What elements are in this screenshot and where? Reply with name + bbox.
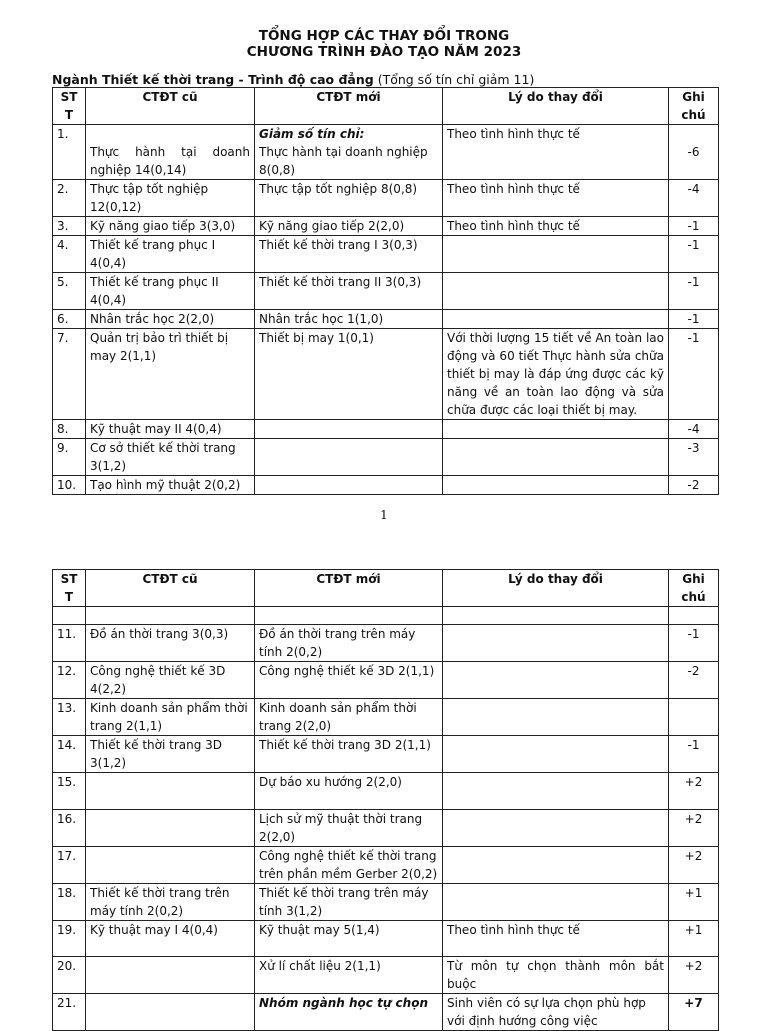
cell-old-program xyxy=(86,736,255,773)
table-header-row xyxy=(53,88,719,125)
program-subtitle xyxy=(52,72,534,87)
new-course: Thiết kế thời trang 3D 2(1,1) xyxy=(259,738,431,752)
old-course: Quản trị bảo trì thiết bị may 2(1,1) xyxy=(90,331,229,363)
cell-note xyxy=(669,662,719,699)
cell-new-program xyxy=(255,329,443,420)
cell-note xyxy=(669,921,719,957)
table-row xyxy=(53,847,719,884)
credit-change: -2 xyxy=(687,664,700,678)
cell-old-program xyxy=(86,310,255,329)
credit-summary: (Tổng số tín chỉ giảm 11) xyxy=(373,72,535,87)
new-course-heading: Nhóm ngành học tự chọn xyxy=(259,996,428,1010)
cell-note xyxy=(669,736,719,773)
row-number: 4. xyxy=(57,238,69,252)
cell-reason xyxy=(443,662,669,699)
document-title-line1: TỔNG HỢP CÁC THAY ĐỔI TRONG xyxy=(258,28,510,44)
header-stt: ST T xyxy=(53,88,86,125)
row-number: 7. xyxy=(57,331,69,345)
cell-old-program xyxy=(86,476,255,495)
credit-change: +1 xyxy=(684,886,703,900)
cell-note xyxy=(669,273,719,310)
row-number: 8. xyxy=(57,422,69,436)
cell-old-program xyxy=(86,699,255,736)
cell-old-program xyxy=(86,236,255,273)
row-number: 2. xyxy=(57,182,69,196)
cell-stt xyxy=(53,699,86,736)
old-course: Kinh doanh sản phẩm thời trang 2(1,1) xyxy=(90,701,248,733)
cell-new-program xyxy=(255,217,443,236)
cell-stt xyxy=(53,773,86,810)
table-row xyxy=(53,420,719,439)
row-number: 18. xyxy=(57,886,77,900)
cell-reason xyxy=(443,310,669,329)
table-row xyxy=(53,439,719,476)
cell-reason xyxy=(443,884,669,921)
row-number: 6. xyxy=(57,312,69,326)
credit-change: +1 xyxy=(684,923,703,937)
cell-new-program xyxy=(255,884,443,921)
table-row xyxy=(53,957,719,994)
old-course: Thiết kế trang phục I 4(0,4) xyxy=(90,238,216,270)
cell-reason xyxy=(443,273,669,310)
table-row xyxy=(53,236,719,273)
table-row xyxy=(53,699,719,736)
change-reason: Sinh viên có sự lựa chọn phù hợp với định hướng công việc xyxy=(447,996,646,1028)
cell-stt xyxy=(53,439,86,476)
row-number: 16. xyxy=(57,812,77,826)
cell-stt xyxy=(53,180,86,217)
cell-stt xyxy=(53,921,86,957)
cell-old-program xyxy=(86,921,255,957)
credit-change: +2 xyxy=(684,849,703,863)
credit-change: -2 xyxy=(687,478,700,492)
row-number: 11. xyxy=(57,627,77,641)
cell-old-program xyxy=(86,847,255,884)
cell-note xyxy=(669,607,719,625)
new-course: Đồ án thời trang trên máy tính 2(0,2) xyxy=(259,627,416,659)
cell-stt xyxy=(53,625,86,662)
cell-note xyxy=(669,310,719,329)
table-row xyxy=(53,607,719,625)
new-course: Thiết kế thời trang I 3(0,3) xyxy=(259,238,418,252)
header-new-program: CTĐT mới xyxy=(255,88,443,125)
change-reason: Theo tình hình thực tế xyxy=(447,219,580,233)
change-reason: Từ môn tự chọn thành môn bắt buộc xyxy=(447,959,664,991)
cell-stt xyxy=(53,476,86,495)
header-reason: Lý do thay đổi xyxy=(443,570,669,607)
row-number: 1. xyxy=(57,127,69,141)
cell-stt xyxy=(53,310,86,329)
cell-old-program xyxy=(86,217,255,236)
change-reason: Với thời lượng 15 tiết về An toàn lao động và 60 tiết Thực hành sửa chữa thiết bị may là đáp ứng được các kỹ năng về an toàn lao động và sửa chữa được các loại thiết bị may. xyxy=(447,331,664,417)
credit-change: -1 xyxy=(687,219,700,233)
header-note: Ghi chú xyxy=(669,570,719,607)
cell-new-program xyxy=(255,847,443,884)
old-course: Tạo hình mỹ thuật 2(0,2) xyxy=(90,478,241,492)
cell-note xyxy=(669,699,719,736)
table-row xyxy=(53,773,719,810)
cell-reason xyxy=(443,773,669,810)
credit-change: +2 xyxy=(684,959,703,973)
new-course: Thiết kế thời trang trên máy tính 3(1,2) xyxy=(259,886,429,918)
cell-stt xyxy=(53,273,86,310)
cell-reason xyxy=(443,699,669,736)
table-row xyxy=(53,329,719,420)
cell-note xyxy=(669,236,719,273)
row-number: 14. xyxy=(57,738,77,752)
cell-new-program xyxy=(255,310,443,329)
row-number: 15. xyxy=(57,775,77,789)
cell-stt xyxy=(53,994,86,1031)
credit-change: -6 xyxy=(687,145,700,159)
credit-change: -3 xyxy=(687,441,700,455)
cell-new-program xyxy=(255,921,443,957)
table-row xyxy=(53,180,719,217)
cell-old-program xyxy=(86,994,255,1031)
cell-reason xyxy=(443,420,669,439)
new-course: Công nghệ thiết kế thời trang trên phần mềm Gerber 2(0,2) xyxy=(259,849,438,881)
change-reason: Theo tình hình thực tế xyxy=(447,127,580,141)
row-number: 5. xyxy=(57,275,69,289)
change-reason: Theo tình hình thực tế xyxy=(447,923,580,937)
cell-new-program xyxy=(255,773,443,810)
credit-change: -1 xyxy=(687,627,700,641)
credit-change: -4 xyxy=(687,422,700,436)
cell-new-program xyxy=(255,236,443,273)
header-new-program: CTĐT mới xyxy=(255,570,443,607)
page-number: 1 xyxy=(380,508,388,522)
cell-old-program xyxy=(86,662,255,699)
cell-new-program xyxy=(255,625,443,662)
credit-change: +2 xyxy=(684,812,703,826)
cell-old-program xyxy=(86,125,255,180)
row-number: 9. xyxy=(57,441,69,455)
cell-new-program xyxy=(255,957,443,994)
old-course: Kỹ thuật may II 4(0,4) xyxy=(90,422,222,436)
cell-stt xyxy=(53,236,86,273)
cell-note xyxy=(669,994,719,1031)
cell-new-program xyxy=(255,439,443,476)
cell-note xyxy=(669,217,719,236)
table-row xyxy=(53,921,719,957)
old-course: Kỹ thuật may I 4(0,4) xyxy=(90,923,218,937)
cell-stt xyxy=(53,736,86,773)
header-reason: Lý do thay đổi xyxy=(443,88,669,125)
cell-old-program xyxy=(86,273,255,310)
cell-reason xyxy=(443,810,669,847)
new-course: Công nghệ thiết kế 3D 2(1,1) xyxy=(259,664,435,678)
cell-new-program xyxy=(255,273,443,310)
row-number: 21. xyxy=(57,996,77,1010)
table-row xyxy=(53,217,719,236)
old-course: Công nghệ thiết kế 3D 4(2,2) xyxy=(90,664,226,696)
document-title-line2: CHƯƠNG TRÌNH ĐÀO TẠO NĂM 2023 xyxy=(246,44,522,60)
cell-note xyxy=(669,439,719,476)
cell-reason xyxy=(443,125,669,180)
cell-reason xyxy=(443,847,669,884)
cell-note xyxy=(669,125,719,180)
table-row xyxy=(53,625,719,662)
cell-note xyxy=(669,180,719,217)
old-course: Kỹ năng giao tiếp 3(3,0) xyxy=(90,219,236,233)
row-number: 12. xyxy=(57,664,77,678)
row-number: 20. xyxy=(57,959,77,973)
credit-change: -1 xyxy=(687,238,700,252)
cell-stt xyxy=(53,329,86,420)
cell-new-program xyxy=(255,125,443,180)
cell-reason xyxy=(443,439,669,476)
cell-stt xyxy=(53,847,86,884)
new-course: Xử lí chất liệu 2(1,1) xyxy=(259,959,381,973)
cell-reason xyxy=(443,476,669,495)
credit-change: -1 xyxy=(687,275,700,289)
table-row xyxy=(53,125,719,180)
cell-stt xyxy=(53,810,86,847)
credit-change: +2 xyxy=(684,775,703,789)
header-old-program: CTĐT cũ xyxy=(86,88,255,125)
cell-old-program xyxy=(86,439,255,476)
new-course: Kinh doanh sản phẩm thời trang 2(2,0) xyxy=(259,701,417,733)
old-course: Cơ sở thiết kế thời trang 3(1,2) xyxy=(90,441,236,473)
header-old-program: CTĐT cũ xyxy=(86,570,255,607)
cell-new-program xyxy=(255,476,443,495)
old-course: Thiết kế thời trang 3D 3(1,2) xyxy=(90,738,223,770)
credit-change: -1 xyxy=(687,331,700,345)
cell-note xyxy=(669,476,719,495)
credit-change: +7 xyxy=(684,996,703,1010)
cell-stt xyxy=(53,607,86,625)
cell-note xyxy=(669,884,719,921)
cell-reason xyxy=(443,736,669,773)
cell-reason xyxy=(443,180,669,217)
cell-old-program xyxy=(86,625,255,662)
old-course: Thực tập tốt nghiệp 12(0,12) xyxy=(90,182,209,214)
cell-reason xyxy=(443,921,669,957)
row-number: 17. xyxy=(57,849,77,863)
table-row xyxy=(53,476,719,495)
cell-stt xyxy=(53,884,86,921)
cell-reason xyxy=(443,217,669,236)
new-course: Thực tập tốt nghiệp 8(0,8) xyxy=(259,182,418,196)
cell-note xyxy=(669,810,719,847)
new-course-heading: Giảm số tín chỉ: xyxy=(259,127,365,141)
new-course: Lịch sử mỹ thuật thời trang 2(2,0) xyxy=(259,812,423,844)
program-name: Ngành Thiết kế thời trang - Trình độ cao đẳng xyxy=(52,72,374,87)
cell-reason xyxy=(443,329,669,420)
table-row xyxy=(53,994,719,1031)
cell-note xyxy=(669,773,719,810)
cell-old-program xyxy=(86,810,255,847)
changes-table-page2 xyxy=(52,569,719,1031)
change-reason: Theo tình hình thực tế xyxy=(447,182,580,196)
table-row xyxy=(53,662,719,699)
cell-old-program xyxy=(86,957,255,994)
cell-new-program xyxy=(255,180,443,217)
cell-reason xyxy=(443,625,669,662)
cell-new-program xyxy=(255,810,443,847)
cell-new-program xyxy=(255,420,443,439)
cell-new-program xyxy=(255,607,443,625)
table-header-row xyxy=(53,570,719,607)
table-row xyxy=(53,310,719,329)
new-course: Dự báo xu hướng 2(2,0) xyxy=(259,775,402,789)
table-row xyxy=(53,273,719,310)
changes-table-page1 xyxy=(52,87,719,495)
cell-reason xyxy=(443,607,669,625)
cell-old-program xyxy=(86,884,255,921)
cell-stt xyxy=(53,957,86,994)
row-number: 10. xyxy=(57,478,77,492)
table-row xyxy=(53,736,719,773)
cell-stt xyxy=(53,125,86,180)
cell-old-program xyxy=(86,329,255,420)
credit-change: -1 xyxy=(687,738,700,752)
row-number: 19. xyxy=(57,923,77,937)
cell-stt xyxy=(53,662,86,699)
header-note: Ghi chú xyxy=(669,88,719,125)
new-course: Nhân trắc học 1(1,0) xyxy=(259,312,384,326)
new-course: Thực hành tại doanh nghiệp 8(0,8) xyxy=(259,145,428,177)
cell-stt xyxy=(53,420,86,439)
new-course: Thiết bị may 1(0,1) xyxy=(259,331,374,345)
cell-note xyxy=(669,625,719,662)
old-course: Nhân trắc học 2(2,0) xyxy=(90,312,215,326)
cell-new-program xyxy=(255,994,443,1031)
header-stt: ST T xyxy=(53,570,86,607)
old-course: Thiết kế trang phục II 4(0,4) xyxy=(90,275,219,307)
cell-note xyxy=(669,847,719,884)
row-number: 13. xyxy=(57,701,77,715)
row-number: 3. xyxy=(57,219,69,233)
old-course: Thiết kế thời trang trên máy tính 2(0,2) xyxy=(90,886,230,918)
new-course: Kỹ năng giao tiếp 2(2,0) xyxy=(259,219,405,233)
cell-note xyxy=(669,420,719,439)
new-course: Thiết kế thời trang II 3(0,3) xyxy=(259,275,422,289)
table-row xyxy=(53,810,719,847)
cell-new-program xyxy=(255,662,443,699)
cell-reason xyxy=(443,994,669,1031)
cell-old-program xyxy=(86,180,255,217)
old-course: Thực hành tại doanh nghiệp 14(0,14) xyxy=(90,145,250,177)
cell-new-program xyxy=(255,736,443,773)
cell-reason xyxy=(443,236,669,273)
table-row xyxy=(53,884,719,921)
cell-old-program xyxy=(86,773,255,810)
old-course: Đồ án thời trang 3(0,3) xyxy=(90,627,229,641)
cell-note xyxy=(669,957,719,994)
credit-change: -1 xyxy=(687,312,700,326)
new-course: Kỹ thuật may 5(1,4) xyxy=(259,923,380,937)
credit-change: -4 xyxy=(687,182,700,196)
cell-note xyxy=(669,329,719,420)
cell-old-program xyxy=(86,607,255,625)
cell-new-program xyxy=(255,699,443,736)
cell-stt xyxy=(53,217,86,236)
cell-reason xyxy=(443,957,669,994)
cell-old-program xyxy=(86,420,255,439)
